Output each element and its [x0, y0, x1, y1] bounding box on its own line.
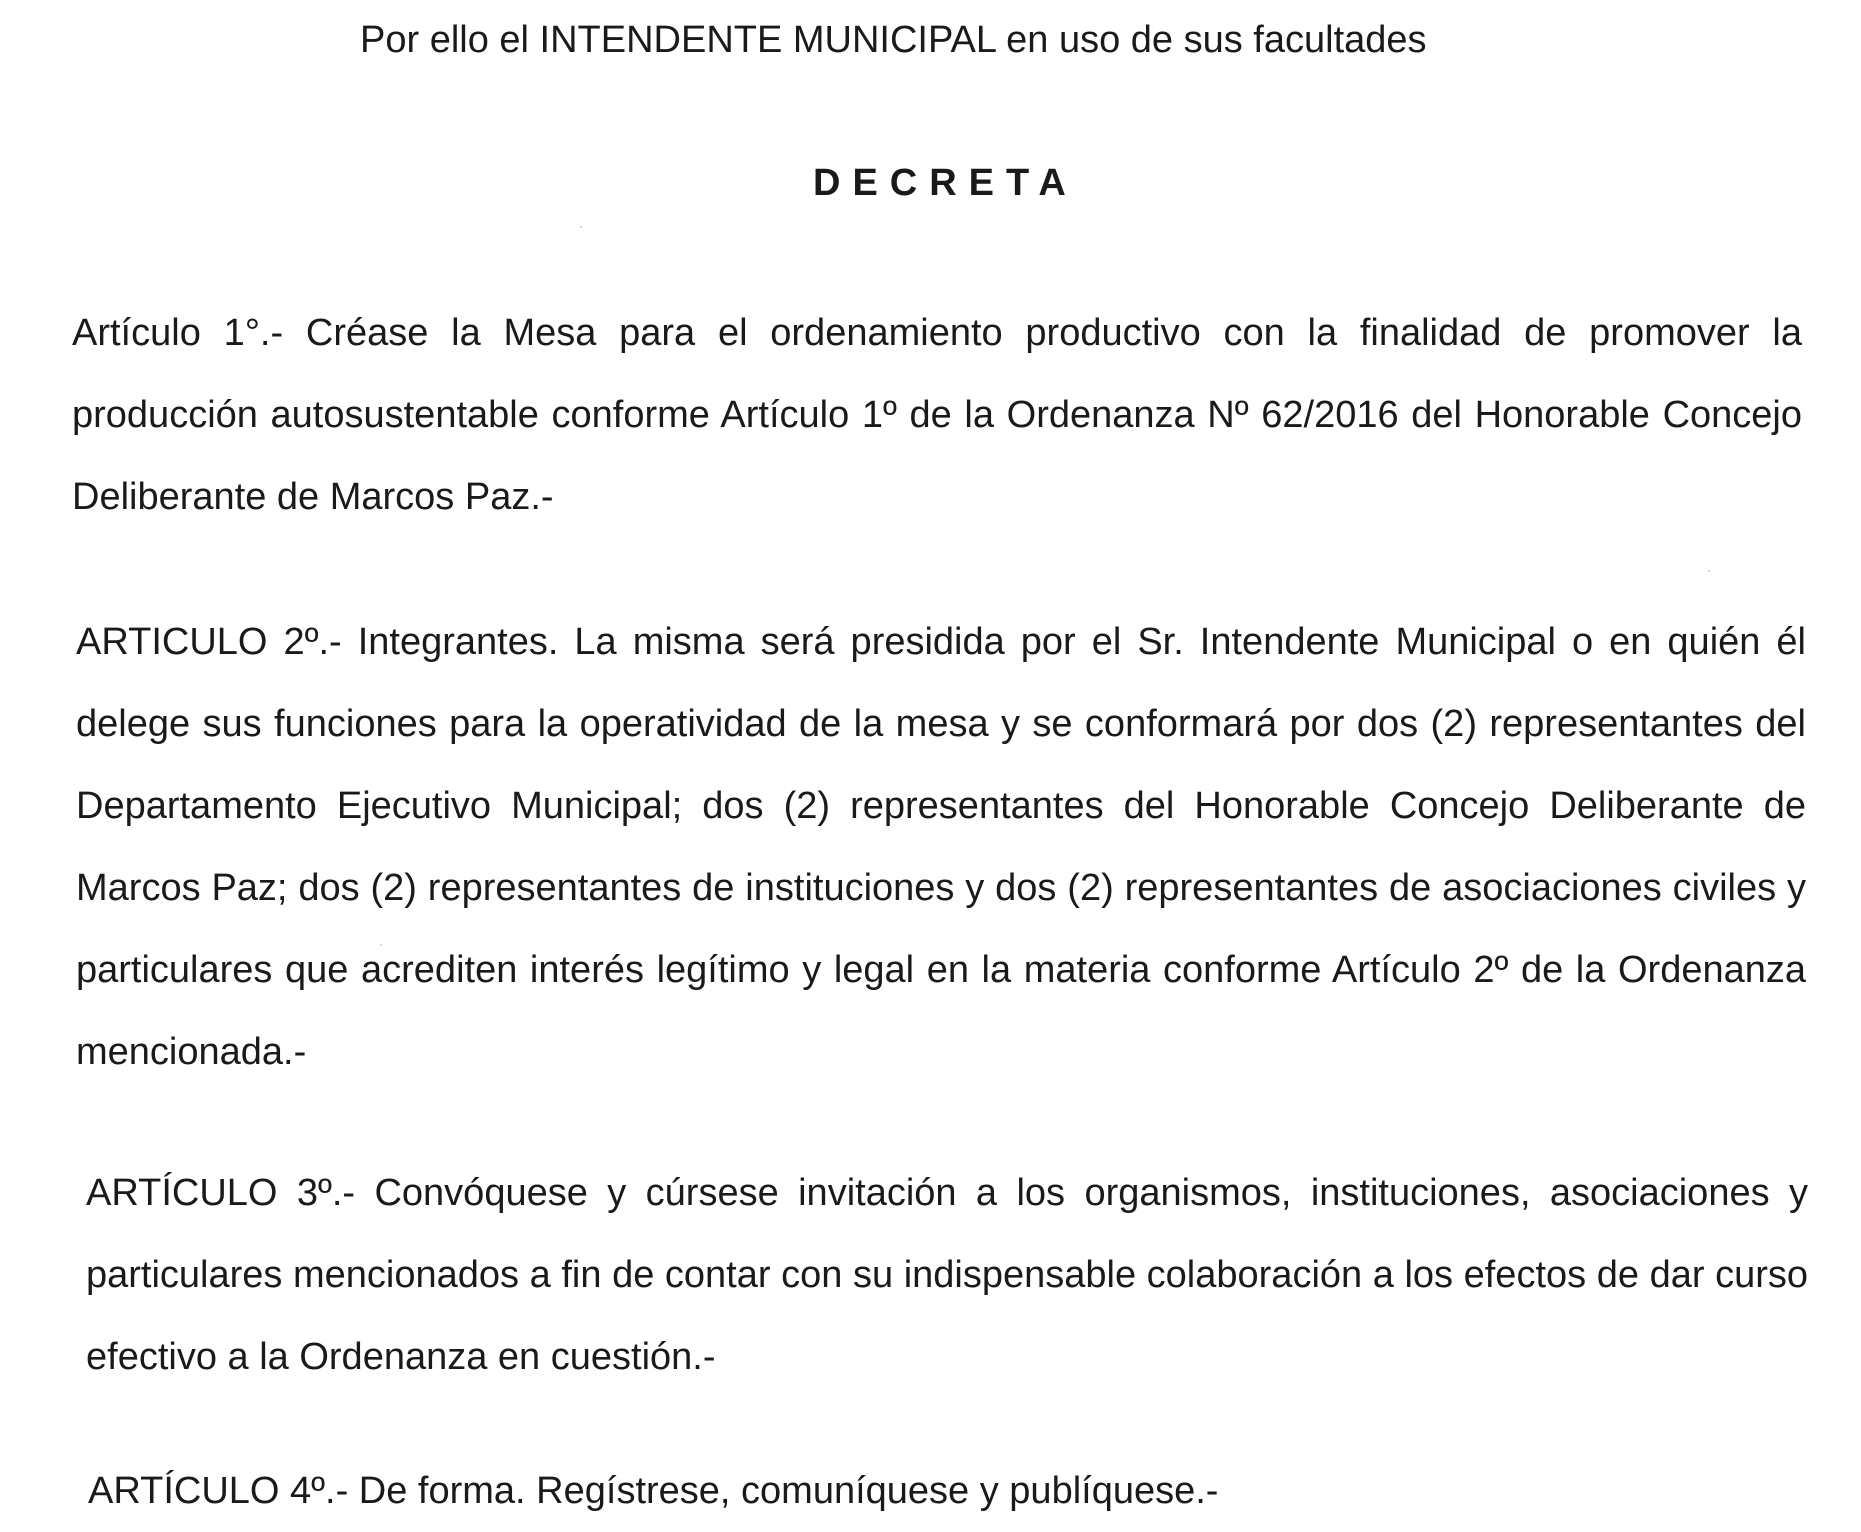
scan-speck: [380, 944, 382, 946]
article-2: ARTICULO 2º.- Integrantes. La misma será presidida por el Sr. Intendente Municipal o en quién él delege sus funciones para la operatividad de la mesa y se conformará por dos (2) representantes del Departamento Ejecutivo Municipal; dos (2) representantes del Honorable Concejo Deliberante de Marcos Paz; dos (2) representantes de instituciones y dos (2) representantes de asociaciones civiles y particulares que acrediten interés legítimo y legal en la materia conforme Artículo 2º de la Ordenanza mencionada.-: [76, 621, 1806, 1073]
scan-speck: [1708, 570, 1710, 572]
article-4: ARTÍCULO 4º.- De forma. Regístrese, comuníquese y publíquese.-: [88, 1470, 1219, 1512]
article-1: Artículo 1°.- Créase la Mesa para el ordenamiento productivo con la finalidad de promover la producción autosustentable conforme Artículo 1º de la Ordenanza Nº 62/2016 del Honorable Concejo Deliberante de Marcos Paz.-: [72, 312, 1802, 518]
article-3: ARTÍCULO 3º.- Convóquese y cúrsese invitación a los organismos, instituciones, asociaciones y particulares mencionados a fin de contar con su indispensable colaboración a los efectos de dar curso efectivo a la Ordenanza en cuestión.-: [86, 1172, 1808, 1378]
intro-line: Por ello el INTENDENTE MUNICIPAL en uso de sus facultades: [360, 19, 1427, 61]
scan-speck: [580, 226, 582, 228]
decreta-heading: DECRETA: [813, 162, 1078, 204]
